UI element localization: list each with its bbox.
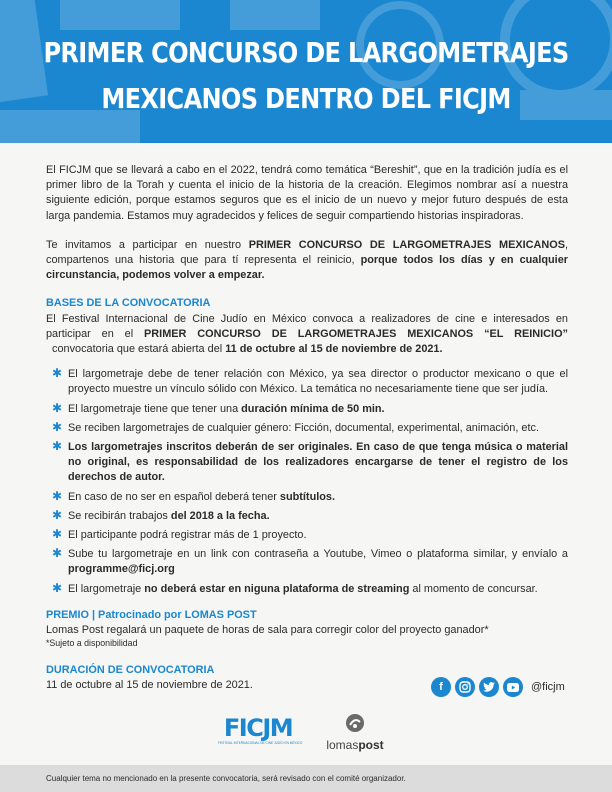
list-item: ✱ Los largometrajes inscritos deberán de ser originales. En caso de que tenga música o material no original, es responsabilidad de los realizadores encargarse de tener el registro de los derechos de autor.	[52, 439, 568, 484]
list-item: ✱ Sube tu largometraje en un link con contraseña a Youtube, Vimeo o plataforma similar, y envíalo a programme@ficj.org	[52, 546, 568, 576]
invitation-paragraph: Te invitamos a participar en nuestro PRIMER CONCURSO DE LARGOMETRAJES MEXICANOS, compartenos una historia que para tí representa el reinicio, porque todos los días y en cualquier circunstancia, podemos volver a empezar.	[46, 238, 568, 282]
social-handle: @ficjm	[531, 681, 565, 693]
list-item: ✱ Se reciben largometrajes de cualquier género: Ficción, documental, experimental, animación, etc.	[52, 419, 539, 434]
list-item: ✱ El participante podrá registrar más de 1 proyecto.	[52, 527, 307, 542]
list-item: ✱ En caso de no ser en español deberá tener subtítulos.	[52, 488, 335, 503]
star-bullet-icon: ✱	[52, 439, 63, 454]
lomas-post-logo: lomaspost	[317, 713, 393, 747]
star-bullet-icon: ✱	[52, 527, 63, 542]
premio-text: Lomas Post regalará un paquete de horas de sala para corregir color del proyecto ganador*	[46, 624, 489, 637]
main-content	[46, 163, 568, 694]
ficjm-logo: FICJM FESTIVAL INTERNACIONAL DE CINE JUDÍO EN MÉXICO	[218, 714, 303, 745]
duracion-heading: DURACIÓN DE CONVOCATORIA	[46, 664, 215, 677]
bases-paragraph: El Festival Internacional de Cine Judío en México convoca a realizadores de cine e interesados en participar en el PRIMER CONCURSO DE LARGOMETRAJES MEXICANOS “EL REINICIO” convocatoria que estará abierta del 11 de octubre al 15 de noviembre de 2021.	[46, 312, 568, 356]
youtube-icon[interactable]	[503, 677, 523, 697]
star-bullet-icon: ✱	[52, 546, 63, 561]
facebook-icon[interactable]: f	[431, 677, 451, 697]
twitter-icon[interactable]	[479, 677, 499, 697]
list-item: ✱ El largometraje no deberá estar en niguna plataforma de streaming al momento de concursar.	[52, 580, 538, 595]
star-bullet-icon: ✱	[52, 488, 63, 503]
list-item: ✱ El largometraje debe de tener relación con México, ya sea director o productor mexicano o que el proyecto muestre un vínculo sólido con México. La temática no necesariamente tiene que ser judía.	[52, 366, 568, 396]
star-bullet-icon: ✱	[52, 580, 63, 595]
star-bullet-icon: ✱	[52, 507, 63, 522]
lomas-post-mark-icon	[345, 713, 365, 733]
page-title	[43, 30, 569, 122]
submission-email-link[interactable]: programme@ficj.org	[68, 563, 175, 576]
social-links	[431, 677, 565, 697]
instagram-icon[interactable]	[455, 677, 475, 697]
list-item: ✱ Se recibirán trabajos del 2018 a la fecha.	[52, 507, 270, 522]
duracion-text: 11 de octubre al 15 de noviembre de 2021.	[46, 679, 253, 692]
footer-note	[0, 765, 612, 792]
star-bullet-icon: ✱	[52, 400, 63, 415]
star-bullet-icon: ✱	[52, 419, 63, 434]
premio-note: *Sujeto a disponibilidad	[46, 638, 138, 649]
star-bullet-icon: ✱	[52, 366, 63, 381]
footer-text: Cualquier tema no mencionado en la presente convocatoria, será revisado con el comité organizador.	[46, 774, 406, 783]
premio-heading: PREMIO | Patrocinado por LOMAS POST	[46, 608, 257, 621]
intro-paragraph: El FICJM que se llevará a cabo en el 2022, tendrá como temática “Bereshit”, que en la tradición judía es el primer libro de la Torah y cuenta el inicio de la historia de la creación. Elegimos nombrar así a nuestra siguiente edición, porque estamos seguros que es el inicio de un nuevo y mejor futuro después de esta larga pandemia. Estamos muy agradecidos y felices de seguir compartiendo historias inspiradoras.	[46, 164, 568, 222]
bases-heading: BASES DE LA CONVOCATORIA	[46, 297, 211, 310]
title-line-1: PRIMER CONCURSO DE LARGOMETRAJES	[43, 36, 569, 69]
list-item: ✱ El largometraje tiene que tener una duración mínima de 50 min.	[52, 400, 385, 415]
header-banner	[0, 0, 612, 143]
bases-list	[46, 367, 568, 597]
title-line-2: MEXICANOS DENTRO DEL FICJM	[101, 82, 511, 115]
